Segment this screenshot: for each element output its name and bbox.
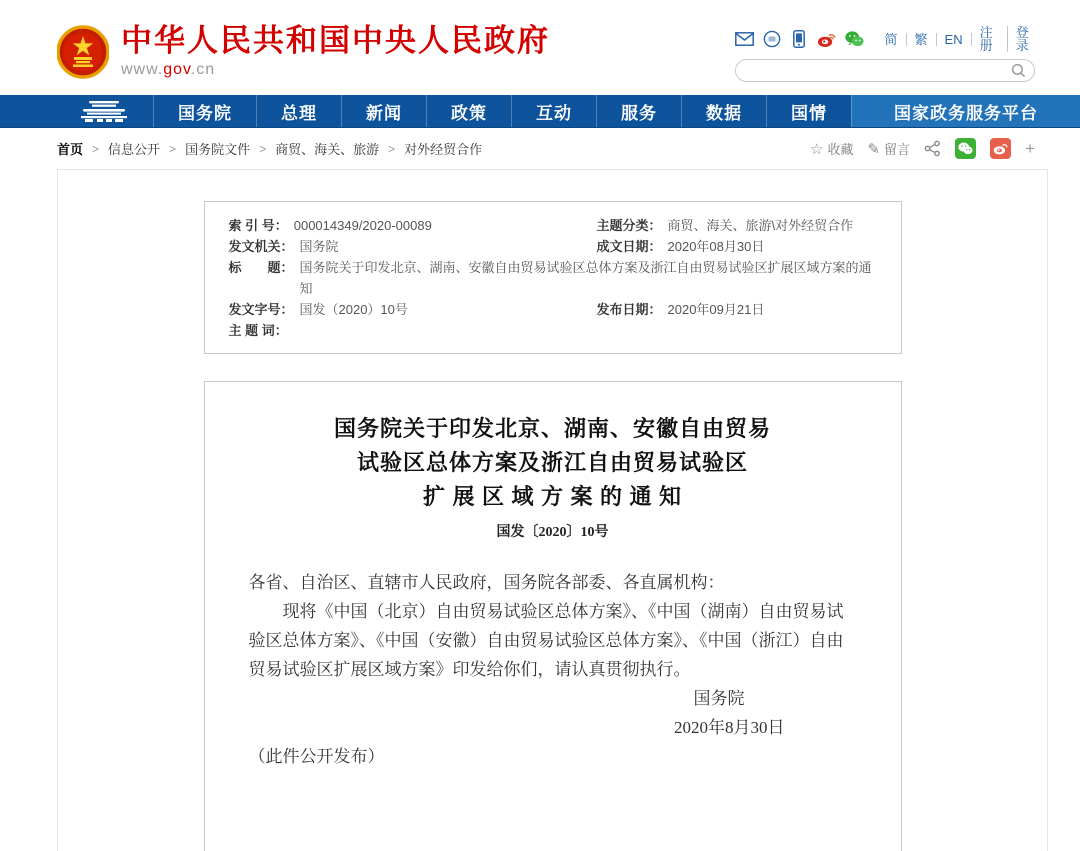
pencil-icon: ✎ — [867, 140, 881, 158]
meta-issuer — [229, 236, 597, 257]
search-input[interactable] — [748, 61, 1011, 80]
nav-home-tiananmen-icon[interactable] — [55, 95, 153, 127]
comment-label: 留言 — [884, 142, 911, 157]
site-title: 中华人民共和国中央人民政府 — [121, 23, 550, 58]
nav-item-news[interactable]: 新闻 — [341, 95, 426, 127]
breadcrumb — [57, 139, 482, 158]
nav-left-spacer — [0, 95, 55, 127]
breadcrumb-info-disclosure[interactable]: 信息公开 — [108, 142, 161, 157]
site-url — [121, 61, 550, 79]
signer: 国务院 — [693, 689, 745, 708]
page-tools — [810, 138, 1035, 159]
content-container — [57, 169, 1048, 851]
meta-issuer-label: 发文机关： — [228, 239, 294, 254]
more-share-button[interactable]: + — [1025, 138, 1035, 158]
meta-row — [229, 320, 877, 341]
document-title-line1: 国务院关于印发北京、湖南、安徽自由贸易 — [333, 416, 771, 441]
nav-item-policies[interactable]: 政策 — [426, 95, 511, 127]
nav-item-interaction[interactable]: 互动 — [511, 95, 596, 127]
tiananmen-icon — [75, 100, 133, 122]
quick-links — [877, 26, 1036, 52]
comment-button[interactable] — [867, 139, 910, 158]
meta-title-label: 标 题： — [228, 260, 294, 275]
breadcrumb-separator: > — [388, 141, 396, 156]
weibo-icon[interactable] — [817, 30, 836, 49]
meta-title — [229, 257, 877, 299]
breadcrumb-separator: > — [169, 141, 177, 156]
document-text — [249, 568, 857, 771]
meta-index — [229, 215, 597, 236]
meta-doc-number-label: 发文字号： — [228, 302, 294, 317]
breadcrumb-state-council-docs[interactable]: 国务院文件 — [185, 142, 251, 157]
document-meta-box — [204, 201, 902, 354]
document-number: 国发〔2020〕10号 — [496, 525, 609, 540]
share-button[interactable] — [924, 140, 941, 157]
favorite-label: 收藏 — [827, 142, 854, 157]
salutation: 各省、自治区、直辖市人民政府，国务院各部委、各直属机构： — [248, 573, 725, 592]
meta-topic-value: 商贸、海关、旅游\对外经贸合作 — [667, 218, 854, 233]
nav-item-state-council[interactable]: 国务院 — [153, 95, 256, 127]
meta-written-date-label: 成文日期： — [596, 239, 662, 254]
favorite-button[interactable] — [810, 139, 853, 158]
meta-row — [229, 236, 877, 257]
lang-traditional-link[interactable]: 繁 — [907, 33, 937, 46]
meta-issuer-value: 国务院 — [299, 239, 339, 254]
logo-text — [121, 24, 550, 79]
meta-index-label: 索 引 号： — [228, 218, 288, 233]
breadcrumb-foreign-trade[interactable]: 对外经贸合作 — [404, 142, 483, 157]
mail-icon[interactable] — [735, 30, 754, 49]
meta-topic-label: 主题分类： — [596, 218, 662, 233]
paragraph: 现将《中国（北京）自由贸易试验区总体方案》、《中国（湖南）自由贸易试验区总体方案》、《中国（安徽）自由贸易试验区总体方案》、《中国（浙江）自由贸易试验区扩展区域方案》印发给你们，请认真贯彻执行。 — [248, 602, 844, 679]
url-www: www. — [121, 61, 164, 78]
header-right — [735, 25, 1035, 82]
url-gov: gov — [163, 61, 191, 78]
weibo-badge-icon — [993, 142, 1008, 155]
national-emblem-icon — [57, 24, 109, 80]
meta-doc-number — [229, 299, 597, 320]
login-link[interactable]: 登录 — [1015, 25, 1029, 53]
public-release-note: （此件公开发布） — [248, 747, 385, 766]
meta-publish-date — [597, 299, 877, 320]
nav-item-gov-service-platform[interactable]: 国家政务服务平台 — [851, 95, 1080, 127]
meta-written-date — [597, 236, 877, 257]
main-nav — [0, 95, 1080, 128]
share-wechat-button[interactable] — [955, 138, 976, 159]
meta-publish-date-value: 2020年09月21日 — [667, 302, 765, 317]
search-button[interactable] — [1011, 63, 1026, 78]
lang-en-link[interactable]: EN — [937, 33, 972, 46]
magnifier-icon — [1011, 63, 1026, 78]
document-body-box — [204, 381, 902, 851]
meta-row — [229, 299, 877, 320]
meta-topic — [597, 215, 877, 236]
breadcrumb-bar — [0, 128, 1080, 169]
search-box — [735, 59, 1035, 82]
sign-date: 2020年8月30日 — [674, 718, 785, 737]
breadcrumb-commerce-customs-tourism[interactable]: 商贸、海关、旅游 — [275, 142, 380, 157]
nav-item-premier[interactable]: 总理 — [256, 95, 341, 127]
meta-keywords-label: 主 题 词： — [228, 323, 288, 338]
star-icon: ☆ — [810, 140, 824, 158]
meta-index-value: 000014349/2020-00089 — [293, 218, 432, 233]
document-title-line3: 扩 展 区 域 方 案 的 通 知 — [422, 484, 682, 509]
breadcrumb-home[interactable]: 首页 — [57, 142, 84, 157]
breadcrumb-separator: > — [259, 141, 267, 156]
site-logo[interactable] — [57, 24, 550, 80]
header-icon-links — [735, 25, 1035, 53]
share-weibo-button[interactable] — [990, 138, 1011, 159]
register-link[interactable]: 注册 — [972, 26, 1008, 52]
rss-icon[interactable] — [763, 30, 781, 49]
wechat-badge-icon — [958, 142, 973, 155]
document-title — [249, 412, 857, 514]
lang-simplified-link[interactable]: 简 — [877, 33, 907, 46]
site-header — [0, 0, 1080, 95]
url-cn: .cn — [190, 61, 216, 78]
mobile-icon[interactable] — [790, 30, 808, 49]
meta-doc-number-value: 国发（2020）10号 — [299, 302, 408, 317]
nav-item-services[interactable]: 服务 — [596, 95, 681, 127]
breadcrumb-separator: > — [92, 141, 100, 156]
meta-title-value: 国务院关于印发北京、湖南、安徽自由贸易试验区总体方案及浙江自由贸易试验区扩展区域方案的通知 — [299, 260, 872, 296]
nav-item-data[interactable]: 数据 — [681, 95, 766, 127]
nav-item-national-conditions[interactable]: 国情 — [766, 95, 851, 127]
document-title-line2: 试验区总体方案及浙江自由贸易试验区 — [356, 450, 748, 475]
meta-row — [229, 215, 877, 236]
meta-row — [229, 257, 877, 299]
meta-written-date-value: 2020年08月30日 — [667, 239, 765, 254]
share-icon — [924, 140, 941, 157]
meta-publish-date-label: 发布日期： — [596, 302, 662, 317]
meta-keywords — [229, 320, 877, 341]
wechat-icon[interactable] — [845, 30, 864, 49]
